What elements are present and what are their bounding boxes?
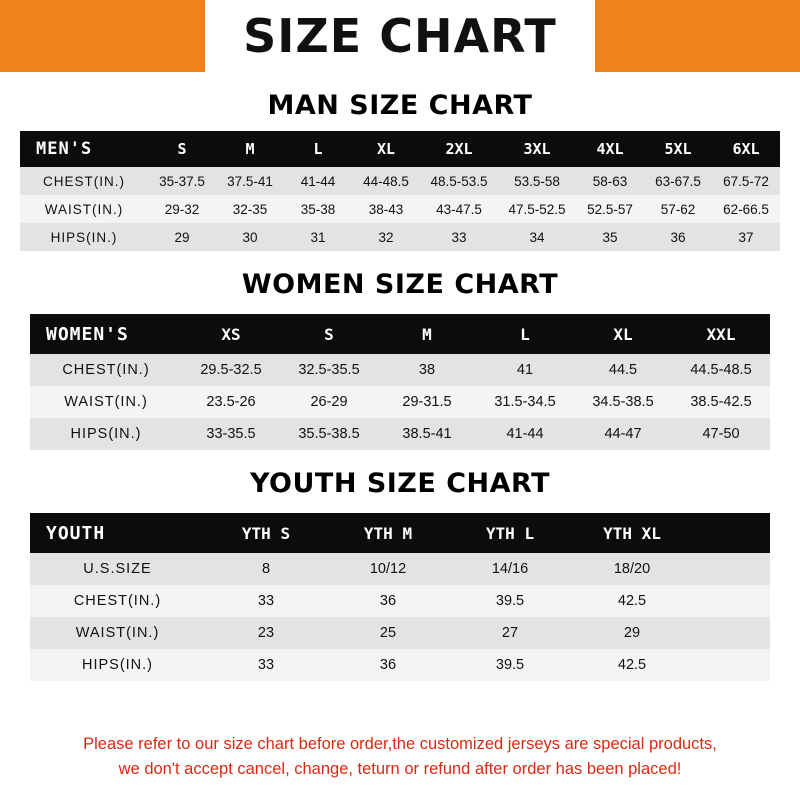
banner-left-accent: [0, 0, 205, 72]
table-row: [20, 195, 780, 223]
row-label: WAIST(IN.): [30, 617, 205, 649]
cell: 37.5-41: [216, 167, 284, 195]
cell: 36: [327, 585, 449, 617]
cell-spacer: [693, 649, 770, 681]
cell: 47.5-52.5: [498, 195, 576, 223]
cell: 29-31.5: [378, 386, 476, 418]
cell: 42.5: [571, 649, 693, 681]
cell-spacer: [693, 617, 770, 649]
man-size-table: [20, 131, 780, 251]
col-header: M: [378, 314, 476, 354]
cell: 53.5-58: [498, 167, 576, 195]
cell: 33: [420, 223, 498, 251]
cell: 47-50: [672, 418, 770, 450]
table-row: [30, 354, 770, 386]
cell: 10/12: [327, 553, 449, 585]
col-header: YTH M: [327, 513, 449, 553]
col-header-spacer: [693, 513, 770, 553]
row-label: HIPS(IN.): [30, 649, 205, 681]
cell: 14/16: [449, 553, 571, 585]
table-row: [30, 617, 770, 649]
cell: 35-38: [284, 195, 352, 223]
banner-right-accent: [595, 0, 800, 72]
col-header: YOUTH: [30, 513, 205, 553]
cell: 26-29: [280, 386, 378, 418]
col-header: 4XL: [576, 131, 644, 167]
cell: 29.5-32.5: [182, 354, 280, 386]
cell: 42.5: [571, 585, 693, 617]
cell: 38: [378, 354, 476, 386]
table-row: [30, 553, 770, 585]
cell: 33: [205, 585, 327, 617]
table-row: [30, 585, 770, 617]
cell: 32-35: [216, 195, 284, 223]
policy-note-line-2: we don't accept cancel, change, teturn or refund after order has been placed!: [118, 760, 682, 778]
cell: 67.5-72: [712, 167, 780, 195]
table-row: [20, 223, 780, 251]
cell: 44-48.5: [352, 167, 420, 195]
cell: 38.5-41: [378, 418, 476, 450]
cell: 33-35.5: [182, 418, 280, 450]
col-header: MEN'S: [20, 131, 148, 167]
man-section-title: MAN SIZE CHART: [267, 90, 533, 121]
col-header: 2XL: [420, 131, 498, 167]
cell: 32.5-35.5: [280, 354, 378, 386]
cell-spacer: [693, 585, 770, 617]
cell: 41-44: [476, 418, 574, 450]
table-header-row: [30, 513, 770, 553]
row-label: U.S.SIZE: [30, 553, 205, 585]
cell-spacer: [693, 553, 770, 585]
cell: 35.5-38.5: [280, 418, 378, 450]
cell: 25: [327, 617, 449, 649]
cell: 41: [476, 354, 574, 386]
cell: 38.5-42.5: [672, 386, 770, 418]
cell: 38-43: [352, 195, 420, 223]
cell: 35-37.5: [148, 167, 216, 195]
row-label: CHEST(IN.): [20, 167, 148, 195]
col-header: YTH L: [449, 513, 571, 553]
cell: 39.5: [449, 649, 571, 681]
col-header: XXL: [672, 314, 770, 354]
cell: 29: [148, 223, 216, 251]
women-size-table: [30, 314, 770, 450]
col-header: L: [476, 314, 574, 354]
cell: 29: [571, 617, 693, 649]
cell: 44-47: [574, 418, 672, 450]
page-title: SIZE CHART: [243, 9, 557, 63]
cell: 44.5: [574, 354, 672, 386]
cell: 57-62: [644, 195, 712, 223]
cell: 32: [352, 223, 420, 251]
col-header: 5XL: [644, 131, 712, 167]
cell: 44.5-48.5: [672, 354, 770, 386]
col-header: XL: [352, 131, 420, 167]
row-label: CHEST(IN.): [30, 585, 205, 617]
cell: 37: [712, 223, 780, 251]
policy-note: [0, 732, 800, 782]
cell: 30: [216, 223, 284, 251]
row-label: HIPS(IN.): [20, 223, 148, 251]
table-row: [20, 167, 780, 195]
cell: 27: [449, 617, 571, 649]
cell: 48.5-53.5: [420, 167, 498, 195]
col-header: M: [216, 131, 284, 167]
col-header: S: [148, 131, 216, 167]
cell: 18/20: [571, 553, 693, 585]
col-header: XL: [574, 314, 672, 354]
cell: 52.5-57: [576, 195, 644, 223]
col-header: WOMEN'S: [30, 314, 182, 354]
cell: 31.5-34.5: [476, 386, 574, 418]
table-row: [30, 418, 770, 450]
cell: 36: [327, 649, 449, 681]
row-label: HIPS(IN.): [30, 418, 182, 450]
col-header: YTH S: [205, 513, 327, 553]
col-header: XS: [182, 314, 280, 354]
cell: 8: [205, 553, 327, 585]
row-label: WAIST(IN.): [20, 195, 148, 223]
cell: 35: [576, 223, 644, 251]
cell: 23: [205, 617, 327, 649]
cell: 34: [498, 223, 576, 251]
cell: 31: [284, 223, 352, 251]
cell: 33: [205, 649, 327, 681]
cell: 62-66.5: [712, 195, 780, 223]
youth-section-title: YOUTH SIZE CHART: [249, 468, 551, 499]
row-label: CHEST(IN.): [30, 354, 182, 386]
cell: 36: [644, 223, 712, 251]
cell: 41-44: [284, 167, 352, 195]
table-row: [30, 649, 770, 681]
col-header: S: [280, 314, 378, 354]
header-banner: [0, 0, 800, 72]
cell: 43-47.5: [420, 195, 498, 223]
col-header: L: [284, 131, 352, 167]
cell: 63-67.5: [644, 167, 712, 195]
cell: 29-32: [148, 195, 216, 223]
row-label: WAIST(IN.): [30, 386, 182, 418]
cell: 39.5: [449, 585, 571, 617]
cell: 23.5-26: [182, 386, 280, 418]
cell: 34.5-38.5: [574, 386, 672, 418]
youth-size-table: [30, 513, 770, 681]
women-section-title: WOMEN SIZE CHART: [241, 269, 559, 300]
table-header-row: [20, 131, 780, 167]
col-header: 6XL: [712, 131, 780, 167]
policy-note-line-1: Please refer to our size chart before order,the customized jerseys are special products,: [83, 735, 717, 753]
col-header: YTH XL: [571, 513, 693, 553]
table-header-row: [30, 314, 770, 354]
col-header: 3XL: [498, 131, 576, 167]
table-row: [30, 386, 770, 418]
cell: 58-63: [576, 167, 644, 195]
